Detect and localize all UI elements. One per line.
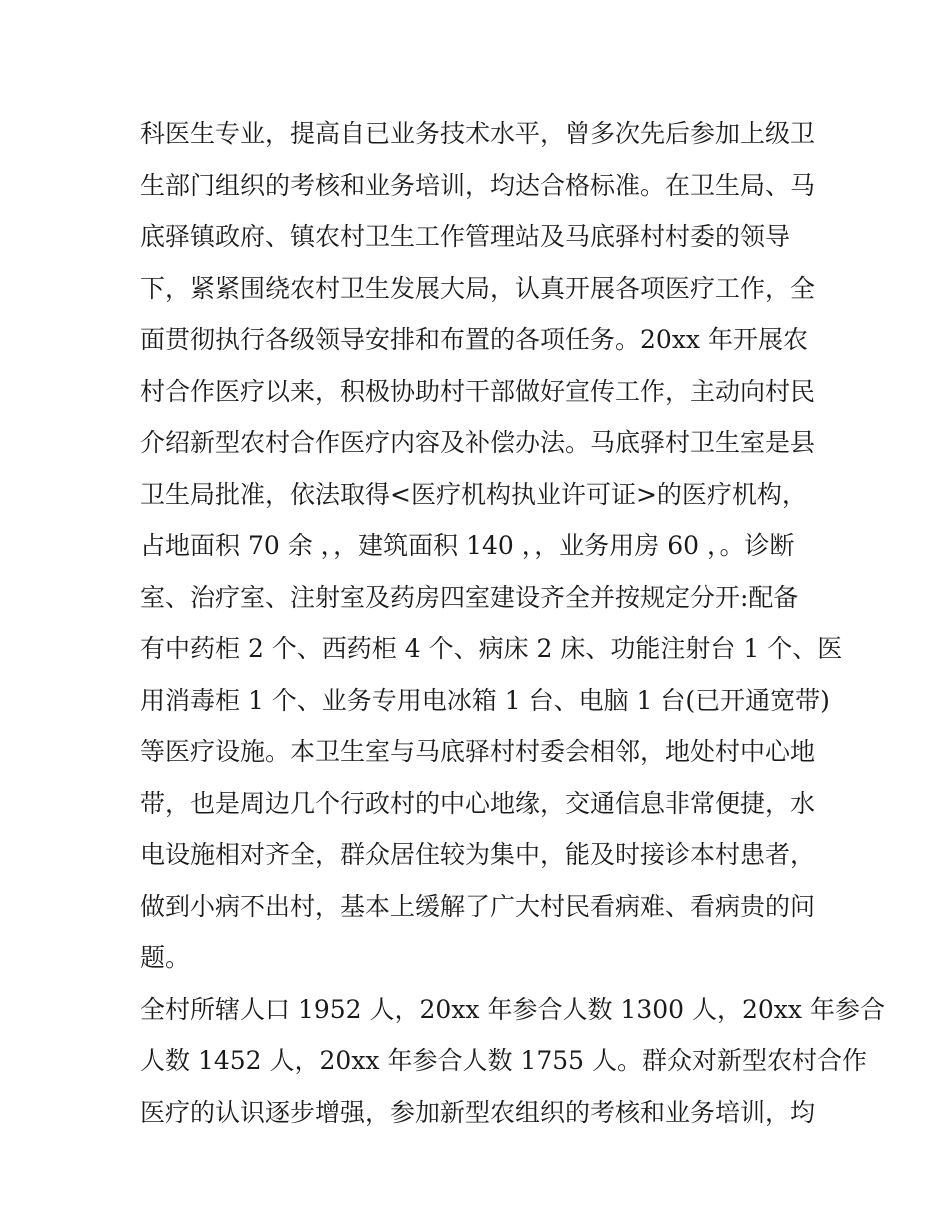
text-line: 医疗的认识逐步增强，参加新型农组织的考核和业务培训，均 [140,1097,816,1127]
text-line: 介绍新型农村合作医疗内容及补偿办法。马底驿村卫生室是县 [140,428,816,457]
text-line: 题。 [140,943,191,972]
text-line: 下，紧紧围绕农村卫生发展大局，认真开展各项医疗工作，全 [140,273,816,303]
text-line: 等医疗设施。本卫生室与马底驿村村委会相邻，地处村中心地 [140,737,816,766]
text-line: 底驿镇政府、镇农村卫生工作管理站及马底驿村村委的领导 [140,222,791,251]
body-text [140,108,885,1138]
text-line: 人数 1452 人，20xx 年参合人数 1755 人。群众对新型农村合作 [140,1046,867,1075]
text-line: 带，也是周边几个行政村的中心地缘，交通信息非常便捷，水 [140,788,816,818]
text-line: 面贯彻执行各级领导安排和布置的各项任务。20xx 年开展农 [140,325,808,354]
text-line: 有中药柜 2 个、西药柜 4 个、病床 2 床、功能注射台 1 个、医 [140,634,843,663]
text-line: 占地面积 70 余 ，，建筑面积 140 ，，业务用房 60 ，。诊断 [140,531,795,560]
text-line: 用消毒柜 1 个、业务专用电冰箱 1 台、电脑 1 台(已开通宽带) [140,685,830,715]
text-line: 村合作医疗以来，积极协助村干部做好宣传工作，主动向村民 [140,376,816,406]
text-line: 做到小病不出村，基本上缓解了广大村民看病难、看病贵的问 [140,891,816,921]
text-line: 生部门组织的考核和业务培训，均达合格标准。在卫生局、马 [140,170,816,200]
text-line: 科医生专业，提高自已业务技术水平，曾多次先后参加上级卫 [140,119,816,148]
text-line: 室、治疗室、注射室及药房四室建设齐全并按规定分开:配备 [140,582,799,612]
text-line: 电设施相对齐全，群众居住较为集中，能及时接诊本村患者， [140,840,816,869]
text-line: 全村所辖人口 1952 人，20xx 年参合人数 1300 人，20xx 年参合 [140,994,885,1024]
text-line: 卫生局批准，依法取得<医疗机构执业许可证>的医疗机构， [140,479,807,509]
